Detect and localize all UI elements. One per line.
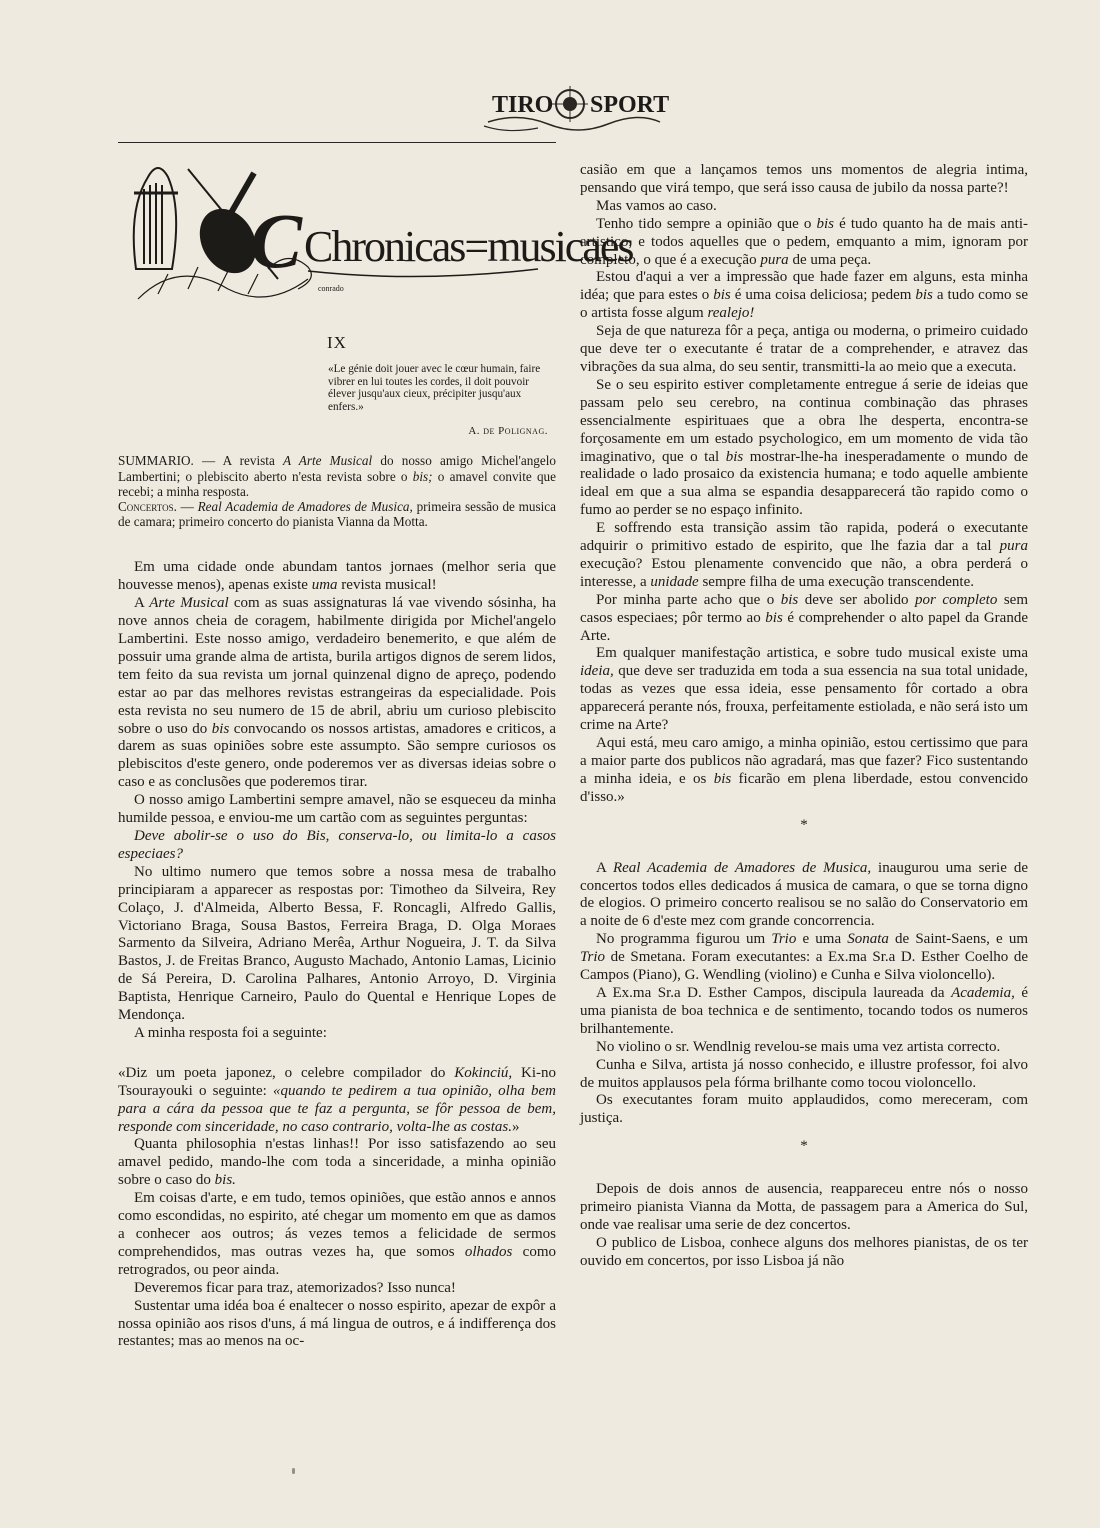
summary-label: SUMMARIO. (118, 453, 194, 469)
paragraph: Aqui está, meu caro amigo, a minha opinião, estou certissimo que para a maior parte dos publicos não agradará, mas que fazer? Fico sustentando a minha ideia, e os bis ficarão em plena liberdade, estou convencido d'isso.» (580, 735, 1028, 805)
paragraph: Os executantes foram muito applaudidos, como mereceram, com justiça. (580, 1092, 1028, 1127)
lyre-icon (134, 168, 178, 269)
paragraph: Por minha parte acho que o bis deve ser abolido por completo sem casos especiaes; pôr termo ao bis é comprehender o alto papel da Grande Arte. (580, 591, 1028, 644)
masthead-text-right: SPORT (590, 92, 670, 118)
paragraph: A Arte Musical com as suas assignaturas lá vae vivendo sósinha, ha nove annos cheia de coragem, habilmente dirigida por Michel'angelo Lambertini. Este nosso amigo, verdadeiro benemerito, e que além de possuir uma grande alma de artista, burila artigos dignos de serem lidos, tem feito da sua revista um jornal quinzenal digno de apreço, podendo estar ao par das melhores revistas estrangeiras da especialidade. Pois esta revista no seu numero de 15 de abril, abriu um curioso plebiscito sobre o uso do bis convocando os nossos artistas, amadores e criticos, a darem as suas opiniões sobre este assumpto. São sempre curiosos os plebiscitos d'este genero, onde poderemos ver as diversas ideias sobre o caso e as conclusões que poderemos tirar. (118, 595, 556, 791)
paragraph: No programma figurou um Trio e uma Sonata de Saint-Saens, e um Trio de Smetana. Foram executantes: a Ex.ma Sr.a D. Esther Coelho de Campos (Piano), G. Wendling (violino) e Cunha e Silva violoncello). (580, 931, 1028, 984)
paragraph: Estou d'aqui a ver a impressão que hade fazer em alguns, esta minha idéa; que para estes o bis é uma coisa deliciosa; pedem bis a tudo como se o artista fosse algum realejo! (580, 269, 1028, 322)
masthead-text-left: TIRO (492, 92, 554, 118)
right-column (580, 162, 1028, 1271)
paragraph: Em uma cidade onde abundam tantos jornaes (melhor seria que houvesse menos), apenas existe uma revista musical! (118, 559, 556, 594)
paragraph: E soffrendo esta transição assim tão rapida, poderá o executante adquirir o primitivo estado de espirito, que lhe fazia dar a tal pura execução? Estou plenamente convencido que não, a obra perderá o interesse, a unidade sempre filha de uma execução transcendente. (580, 520, 1028, 590)
summary: SUMMARIO. — A revista A Arte Musical do nosso amigo Michel'angelo Lambertini; o plebiscito aberto n'esta revista sobre o bis; o amavel convite que recebi; a minha resposta. Concertos. — Real Academia de Amadores de Musica, primeira sessão de musica de camara; primeiro concerto do pianista Vianna da Motta. (118, 453, 557, 530)
left-body-text (118, 559, 556, 1351)
section-number: IX (327, 333, 347, 352)
paragraph: Deveremos ficar para traz, atemorizados? Isso nunca! (134, 1279, 456, 1296)
concertos-label: Concertos. (118, 498, 177, 514)
paragraph: Em coisas d'arte, e em tudo, temos opiniões, que estão annos e annos como escondidas, no espirito, até chegar um momento em que as damos a conhecer aos outros; ás vezes temos a felicidade de sermos comprehendidos, mas outras vezes ha, que somos olhados como retrogrados, ou peor ainda. (118, 1190, 556, 1278)
banner-initial: C (250, 197, 303, 284)
top-rule (118, 142, 556, 143)
paragraph: No ultimo numero que temos sobre a nossa mesa de trabalho principiaram a apparecer as respostas por: Timotheo da Silveira, Rey Colaço, J. d'Almeida, Alberto Bessa, F. Roncagli, Alfredo Gallis, Victoriano Braga, Sousa Bastos, Ferreira Braga, D. Olga Moraes Sarmento da Silveira, Adriano Merêa, Arthur Nogueira, J. T. da Silva Bastos, J. de Freitas Branco, Augusto Machado, Antonio Lamas, Licinio de Sá Pereira, D. Carolina Palhares, Antonio Arroyo, D. Virginia Baptista, Henrique Carneiro, Paulo do Quental e Henrique Lopes de Mendonça. (118, 863, 556, 1024)
paragraph: Mas vamos ao caso. (596, 197, 717, 214)
paragraph: A Real Academia de Amadores de Musica, inaugurou uma serie de concertos todos elles dedicados á musica de camara, o que se torna digno de elogios. O primeiro concerto realisou se no salão do Conservatorio em a noite de 6 d'este mez com grande concorrencia. (580, 859, 1028, 930)
left-column (118, 142, 633, 1351)
section-divider-star: * (800, 816, 808, 833)
paragraph: O nosso amigo Lambertini sempre amavel, não se esqueceu da minha humilde pessoa, e enviou-me um cartão com as seguintes perguntas: (118, 792, 556, 827)
paragraph: Depois de dois annos de ausencia, reappareceu entre nós o nosso primeiro pianista Vianna da Motta, de passagem para a America do Sul, onde vae realisar uma serie de dez concertos. (580, 1181, 1028, 1234)
paragraph: A minha resposta foi a seguinte: (134, 1024, 327, 1041)
paper-mark (292, 1468, 295, 1474)
banner-title: Chronicas=musicaes (304, 222, 633, 271)
paragraph: O publico de Lisboa, conhece alguns dos melhores pianistas, de os ter ouvido em concertos, por isso Lisboa já não (580, 1234, 1028, 1269)
paragraph: Sustentar uma idéa boa é enaltecer o nosso espirito, apezar de expôr a nossa opinião aos risos d'uns, á má lingua de outros, e á indifferença dos restantes; mas ao menos na oc- (118, 1297, 556, 1350)
quote-paragraph: «Diz um poeta japonez, o celebre compilador do Kokinciú, Ki-no Tsourayouki o seguinte: «quando te pedirem a tua opinião, olha bem para a cára da pessoa que te faz a pergunta, se fôr pessoa de bem, responde com sinceridade, no caso contrario, volta-lhe as costas.» (118, 1064, 557, 1135)
epigraph-author: A. de Polignag. (468, 425, 548, 438)
chronicas-banner (118, 149, 633, 309)
paragraph: No violino o sr. Wendlnig revelou-se mais uma vez artista correcto. (596, 1038, 1001, 1055)
paragraph: A Ex.ma Sr.a D. Esther Campos, discipula laureada da Academia, é uma pianista de boa technica e de sentimento, tocando todos os numeros brilhantemente. (580, 984, 1028, 1037)
paragraph: Deve abolir-se o uso do Bis, conserva-lo, ou limita-lo a casos especiaes? (118, 827, 556, 862)
paragraph: Seja de que natureza fôr a peça, antiga ou moderna, o primeiro cuidado que deve ter o executante é tratar de a comprehender, e atravez das vibrações da sua alma, do seu sentir, transmitti-la ao meio que a executa. (580, 323, 1028, 375)
paragraph: Cunha e Silva, artista já nosso conhecido, e illustre professor, foi alvo de muitos applausos pela fórma brilhante como tocou violoncello. (580, 1056, 1028, 1091)
masthead-logo (478, 82, 668, 138)
epigraph-quote: «Le génie doit jouer avec le cœur humain, faire vibrer en lui toutes les cordes, il doit pouvoir élever jusqu'aux cieux, précipiter jusqu'aux enfers.» (328, 363, 541, 413)
paragraph: Tenho tido sempre a opinião que o bis é tudo quanto ha de mais anti-artistico, e todos aquelles que o pedem, emquanto a mim, ignoram por completo, o que é a execução pura de uma peça. (580, 215, 1028, 268)
paragraph: Se o seu espirito estiver completamente entregue á serie de ideias que passam pelo seu cerebro, na continua combinação das phrases essencialmente espirituaes que a obra lhe desperta, encontra-se forçosamente em um estado psychologico, em um momento de vida tão imaginativo, que o tal bis mostrar-lhe-ha inesperadamente o mundo de realidade o lado prosaico da existencia humana; e todo aquelle ambiente ideal em que a sua alma se espandia desapparecerá tão rapido como o fumo ao perder se no espaço infinito. (580, 376, 1028, 519)
paragraph: Quanta philosophia n'estas linhas!! Por isso satisfazendo ao seu amavel pedido, mando-lhe com toda a sinceridade, a minha opinião sobre o caso do bis. (118, 1136, 556, 1189)
paragraph: Em qualquer manifestação artistica, e sobre tudo musical existe uma ideia, que deve ser traduzida em toda a sua essencia na sua total unidade, todas as vezes que essa ideia, esse pensamento fôr cortado a obra apparecerá perante nós, frouxa, perfeitamente estiolada, e não será isto um crime na Arte? (580, 645, 1028, 734)
banner-signature: conrado (318, 284, 344, 293)
section-divider-star: * (800, 1138, 808, 1155)
paragraph: casião em que a lançamos temos uns momentos de alegria intima, pensando que virá tempo, que será isso causa de jubilo da nossa parte?! (580, 162, 1028, 196)
right-body-text (580, 162, 1028, 1271)
